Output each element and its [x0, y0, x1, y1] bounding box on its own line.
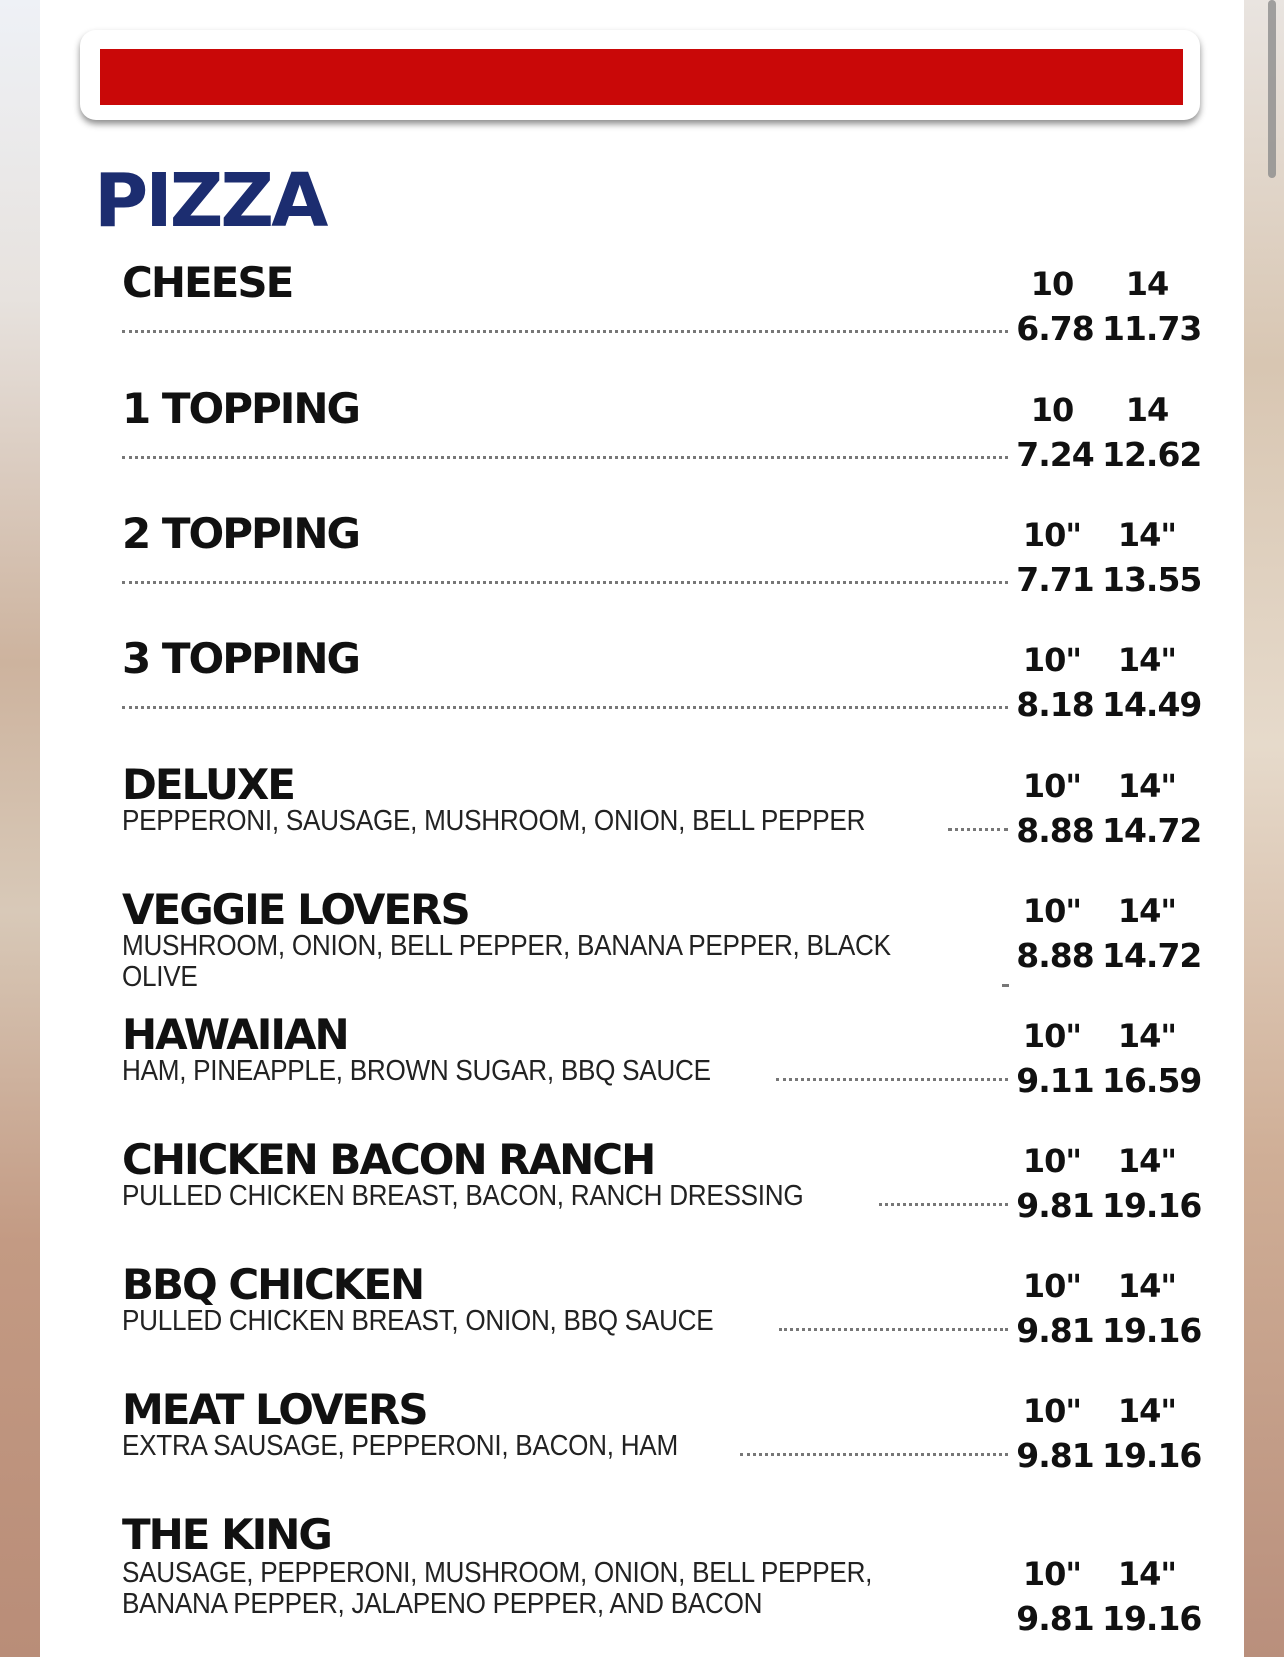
size-small-label: 10": [1022, 892, 1082, 930]
item-description-row: [122, 931, 1008, 993]
size-large-label: 14: [1125, 265, 1169, 303]
scrollbar-thumb[interactable]: [1268, 0, 1276, 178]
item-description-row: [122, 1181, 1008, 1212]
dot-leader: [879, 1195, 1008, 1206]
item-name: DELUXE: [122, 760, 294, 809]
background-photo-right: [1244, 0, 1284, 1657]
item-description: SAUSAGE, PEPPERONI, MUSHROOM, ONION, BELL PEPPER, BANANA PEPPER, JALAPENO PEPPER, AND BACON: [122, 1557, 873, 1620]
size-small-label: 10": [1022, 1267, 1082, 1305]
size-large-label: 14": [1117, 1142, 1177, 1180]
price-large: 11.73: [1102, 309, 1202, 348]
price-large: 13.55: [1102, 560, 1202, 599]
price-small: 9.81: [1016, 1436, 1094, 1475]
price-small: 8.88: [1016, 936, 1094, 975]
price-small: 8.88: [1016, 811, 1094, 850]
header-banner: [80, 30, 1200, 120]
menu-item-2-topping: [122, 509, 1242, 633]
size-large-label: 14": [1117, 1017, 1177, 1055]
item-name: 1 TOPPING: [122, 384, 360, 433]
price-small: 8.18: [1016, 685, 1094, 724]
item-description: PEPPERONI, SAUSAGE, MUSHROOM, ONION, BELL PEPPER: [122, 805, 866, 837]
item-description-row: [122, 1056, 1008, 1087]
item-name: 2 TOPPING: [122, 509, 360, 558]
menu-item-1-topping: [122, 384, 1242, 508]
menu-item-chicken-bacon-ranch: [122, 1135, 1242, 1259]
size-large-label: 14: [1125, 391, 1169, 429]
size-small-label: 10": [1022, 1017, 1082, 1055]
size-small-label: 10": [1022, 516, 1082, 554]
item-name: 3 TOPPING: [122, 634, 360, 683]
dot-leader: [122, 326, 1008, 333]
menu-item-3-topping: [122, 634, 1242, 758]
menu-item-deluxe: [122, 760, 1242, 884]
size-small-label: 10": [1022, 1142, 1082, 1180]
price-small: 6.78: [1016, 309, 1094, 348]
item-description: PULLED CHICKEN BREAST, ONION, BBQ SAUCE: [122, 1305, 714, 1337]
menu-panel: [40, 0, 1244, 1657]
size-large-label: 14": [1117, 1267, 1177, 1305]
dot-leader: [776, 1070, 1008, 1081]
dot-leader: [740, 1445, 1008, 1456]
price-large: 19.16: [1102, 1186, 1202, 1225]
price-small: 9.81: [1016, 1186, 1094, 1225]
banner-red-bar: [100, 49, 1183, 105]
item-name: VEGGIE LOVERS: [122, 885, 469, 934]
price-large: 19.16: [1102, 1436, 1202, 1475]
item-description-row: [122, 806, 1008, 837]
dot-leader: [122, 702, 1008, 709]
price-small: 9.81: [1016, 1599, 1094, 1638]
item-description: HAM, PINEAPPLE, BROWN SUGAR, BBQ SAUCE: [122, 1055, 711, 1087]
price-large: 14.72: [1102, 811, 1202, 850]
item-description: MUSHROOM, ONION, BELL PEPPER, BANANA PEPPER, BLACK OLIVE: [122, 930, 891, 993]
dot-leader: [1002, 976, 1008, 987]
price-large: 19.16: [1102, 1599, 1202, 1638]
dot-leader: [948, 820, 1008, 831]
item-name: THE KING: [122, 1510, 331, 1559]
size-small-label: 10": [1022, 1392, 1082, 1430]
menu-item-cheese: [122, 258, 1242, 382]
item-description-row: [122, 1431, 1008, 1462]
price-large: 14.49: [1102, 685, 1202, 724]
item-description-row: [122, 1558, 1008, 1620]
item-name: HAWAIIAN: [122, 1010, 348, 1059]
size-large-label: 14": [1117, 641, 1177, 679]
size-large-label: 14": [1117, 767, 1177, 805]
menu-item-the-king: [122, 1510, 1242, 1654]
item-description-row: [122, 1306, 1008, 1337]
size-large-label: 14": [1117, 1555, 1177, 1593]
price-large: 19.16: [1102, 1311, 1202, 1350]
size-small-label: 10": [1022, 641, 1082, 679]
size-small-label: 10": [1022, 767, 1082, 805]
item-name: MEAT LOVERS: [122, 1385, 427, 1434]
menu-item-hawaiian: [122, 1010, 1242, 1134]
background-photo-left: [0, 0, 40, 1657]
item-description: PULLED CHICKEN BREAST, BACON, RANCH DRESSING: [122, 1180, 804, 1212]
item-name: CHEESE: [122, 258, 293, 307]
section-title: PIZZA: [94, 158, 326, 244]
menu-item-bbq-chicken: [122, 1260, 1242, 1384]
item-description: EXTRA SAUSAGE, PEPPERONI, BACON, HAM: [122, 1430, 678, 1462]
size-large-label: 14": [1117, 892, 1177, 930]
dot-leader: [122, 452, 1008, 459]
size-large-label: 14": [1117, 1392, 1177, 1430]
price-small: 7.24: [1016, 435, 1094, 474]
price-large: 14.72: [1102, 936, 1202, 975]
price-large: 16.59: [1102, 1061, 1202, 1100]
price-large: 12.62: [1102, 435, 1202, 474]
price-small: 7.71: [1016, 560, 1094, 599]
size-small-label: 10: [1030, 391, 1074, 429]
size-large-label: 14": [1117, 516, 1177, 554]
size-small-label: 10: [1030, 265, 1074, 303]
menu-item-veggie-lovers: [122, 885, 1242, 1009]
dot-leader: [779, 1320, 1008, 1331]
price-small: 9.81: [1016, 1311, 1094, 1350]
price-small: 9.11: [1016, 1061, 1094, 1100]
item-name: BBQ CHICKEN: [122, 1260, 424, 1309]
item-name: CHICKEN BACON RANCH: [122, 1135, 655, 1184]
menu-item-meat-lovers: [122, 1385, 1242, 1509]
dot-leader: [122, 577, 1008, 584]
size-small-label: 10": [1022, 1555, 1082, 1593]
